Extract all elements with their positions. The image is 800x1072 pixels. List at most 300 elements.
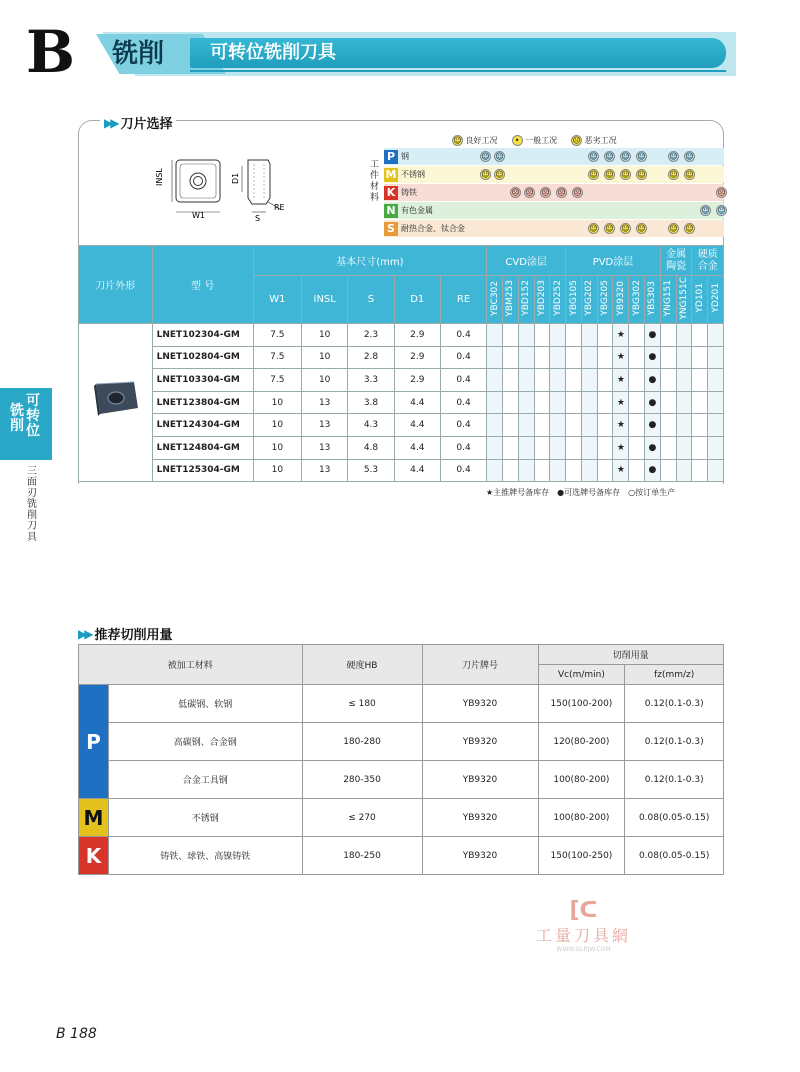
- grade-cell: [534, 324, 550, 347]
- condition-face-icon: ☺: [621, 170, 630, 179]
- th-pvd: PVD涂层: [566, 246, 661, 276]
- vc-cell: 150(100-250): [538, 837, 625, 875]
- material-group-M: M: [79, 799, 109, 837]
- grade-cell: ★: [613, 346, 629, 369]
- spec-row: [79, 459, 724, 482]
- material-group-P: P: [79, 685, 109, 799]
- th-model: 型 号: [152, 246, 253, 324]
- grade-cell: [566, 369, 582, 392]
- condition-face-icon: ☺: [669, 152, 678, 161]
- material-row-K: [384, 184, 724, 201]
- grade-cell: [550, 414, 566, 437]
- label-w1: W1: [192, 211, 205, 220]
- hardness-cell: ≤ 270: [302, 799, 422, 837]
- grade-cell: YB9320: [422, 685, 538, 723]
- watermark-logo-icon: [ᑕ: [569, 898, 598, 923]
- frown-face-icon: ☹: [572, 136, 581, 145]
- grade-label: YNG151C: [678, 276, 689, 320]
- material-cell: 高碳钢、合金钢: [109, 723, 303, 761]
- material-cell: 合金工具钢: [109, 761, 303, 799]
- insert-photo: [88, 378, 140, 418]
- dim-cell: 4.4: [394, 459, 440, 482]
- dim-cell: 0.4: [440, 459, 486, 482]
- vc-cell: 150(100-200): [538, 685, 625, 723]
- dim-cell: 7.5: [253, 324, 301, 347]
- grade-cell: [566, 459, 582, 482]
- dim-cell: 10: [302, 324, 348, 347]
- material-cell: 低碳钢、软钢: [109, 685, 303, 723]
- grade-cell: ★: [613, 436, 629, 459]
- grade-label: YD101: [694, 283, 705, 313]
- smile-face-icon: ☺: [453, 136, 462, 145]
- grade-cell: ★: [613, 459, 629, 482]
- grade-cell: ●: [645, 324, 661, 347]
- condition-face-icon: ☺: [495, 170, 504, 179]
- double-arrow-icon: ▶▶: [78, 626, 91, 641]
- model-cell: LNET103304-GM: [152, 369, 253, 392]
- grade-cell: [534, 436, 550, 459]
- grade-cell: [487, 459, 503, 482]
- cutting-table: [78, 644, 724, 875]
- condition-face-icon: ☺: [589, 152, 598, 161]
- fz-cell: 0.08(0.05-0.15): [625, 837, 724, 875]
- double-arrow-icon: ▶▶: [104, 115, 117, 130]
- legend-normal: [512, 135, 558, 146]
- th-grade-YD201: [708, 276, 724, 324]
- grade-cell: [550, 391, 566, 414]
- model-cell: LNET125304-GM: [152, 459, 253, 482]
- condition-face-icon: ☺: [637, 152, 646, 161]
- condition-face-icon: ☺: [589, 170, 598, 179]
- grade-cell: [692, 324, 708, 347]
- cutting-row: [79, 723, 724, 761]
- spec-row: [79, 369, 724, 392]
- fz-cell: 0.08(0.05-0.15): [625, 799, 724, 837]
- th-dims: 基本尺寸(mm): [253, 246, 487, 276]
- condition-face-icon: ☺: [481, 170, 490, 179]
- dim-cell: 2.3: [348, 324, 394, 347]
- grade-label: YBG302: [631, 280, 642, 316]
- grade-cell: [503, 414, 519, 437]
- grade-cell: [550, 346, 566, 369]
- grade-cell: [581, 346, 597, 369]
- dim-cell: 10: [253, 391, 301, 414]
- th-grade-YBC302: [487, 276, 503, 324]
- legend-good: [452, 135, 498, 146]
- grade-cell: [581, 324, 597, 347]
- grade-cell: ●: [645, 346, 661, 369]
- grade-cell: ★: [613, 391, 629, 414]
- spec-row: [79, 346, 724, 369]
- grade-cell: ●: [645, 459, 661, 482]
- legend-bad-label: 恶劣工况: [584, 136, 617, 145]
- watermark: [536, 898, 631, 953]
- spec-footnote: ★主推牌号备库存 ●可选牌号备库存 ○按订单生产: [486, 488, 676, 497]
- grade-cell: YB9320: [422, 799, 538, 837]
- grade-label: YNG151: [663, 279, 674, 317]
- legend-normal-label: 一般工况: [525, 136, 558, 145]
- condition-face-icon: ☺: [605, 170, 614, 179]
- condition-face-icon: ☺: [701, 206, 710, 215]
- model-cell: LNET124804-GM: [152, 436, 253, 459]
- th-shape: 刀片外形: [79, 246, 153, 324]
- material-name: 耐热合金、钛合金: [401, 224, 465, 233]
- material-name: 不锈钢: [401, 170, 425, 179]
- grade-cell: [503, 346, 519, 369]
- material-name: 铸铁: [401, 188, 417, 197]
- grade-cell: [566, 391, 582, 414]
- grade-cell: [503, 324, 519, 347]
- grade-label: YD201: [710, 283, 721, 313]
- grade-cell: [597, 459, 613, 482]
- th-grade-YBS303: [645, 276, 661, 324]
- condition-face-icon: ☺: [637, 224, 646, 233]
- grade-cell: [708, 369, 724, 392]
- dim-cell: 10: [302, 369, 348, 392]
- grade-label: YBM253: [505, 279, 516, 317]
- condition-face-icon: ☹: [573, 188, 582, 197]
- grade-cell: [660, 369, 676, 392]
- grade-label: YB9320: [615, 280, 626, 316]
- sidebar-tab[interactable]: [0, 388, 52, 460]
- condition-face-icon: ☹: [525, 188, 534, 197]
- cutting-row: [79, 837, 724, 875]
- th-fz: fz(mm/z): [625, 665, 724, 685]
- label-d1: D1: [231, 172, 240, 184]
- grade-cell: [597, 414, 613, 437]
- condition-face-icon: ☺: [717, 206, 726, 215]
- grade-cell: [566, 346, 582, 369]
- spec-row: [79, 436, 724, 459]
- grade-cell: [692, 414, 708, 437]
- grade-cell: [503, 391, 519, 414]
- dim-cell: 4.3: [348, 414, 394, 437]
- th-grade-YB9320: [613, 276, 629, 324]
- th-cermet-text: 金属陶瓷: [666, 248, 687, 272]
- grade-cell: [581, 459, 597, 482]
- dim-cell: 13: [302, 436, 348, 459]
- dim-cell: 7.5: [253, 346, 301, 369]
- grade-cell: [597, 369, 613, 392]
- grade-cell: [534, 459, 550, 482]
- grade-cell: [518, 346, 534, 369]
- grade-cell: [503, 436, 519, 459]
- legend-bad: [571, 135, 617, 146]
- grade-cell: ●: [645, 391, 661, 414]
- condition-face-icon: ☺: [589, 224, 598, 233]
- th-grade-YBG205: [597, 276, 613, 324]
- grade-cell: [597, 324, 613, 347]
- dim-cell: 13: [302, 391, 348, 414]
- th-grade-YBD203: [534, 276, 550, 324]
- condition-face-icon: ☺: [685, 152, 694, 161]
- watermark-logo: 工量刀具網: [536, 926, 632, 945]
- material-name: 有色金属: [401, 206, 433, 215]
- grade-cell: [518, 369, 534, 392]
- th-hardness: 硬度HB: [302, 645, 422, 685]
- grade-cell: [550, 436, 566, 459]
- vc-cell: 120(80-200): [538, 723, 625, 761]
- th-grade: 刀片牌号: [422, 645, 538, 685]
- grade-cell: [566, 436, 582, 459]
- grade-cell: [534, 391, 550, 414]
- grade-cell: [581, 391, 597, 414]
- condition-face-icon: ☺: [621, 224, 630, 233]
- grade-cell: [487, 391, 503, 414]
- model-cell: LNET124304-GM: [152, 414, 253, 437]
- th-carbide-text: 硬质合金: [697, 248, 718, 272]
- title-underline: [190, 70, 726, 72]
- label-insl: INSL: [155, 168, 164, 186]
- spec-row: [79, 414, 724, 437]
- grade-cell: [629, 346, 645, 369]
- material-cell: 不锈钢: [109, 799, 303, 837]
- insert-section-title-text: 刀片选择: [120, 117, 173, 132]
- vc-cell: 100(80-200): [538, 799, 625, 837]
- th-grade-YNG151: [660, 276, 676, 324]
- grade-cell: [692, 436, 708, 459]
- dim-cell: 4.4: [394, 436, 440, 459]
- grade-label: YBG205: [600, 280, 611, 316]
- condition-face-icon: ☺: [685, 170, 694, 179]
- grade-cell: [676, 391, 692, 414]
- condition-face-icon: ☺: [605, 152, 614, 161]
- condition-face-icon: ☺: [637, 170, 646, 179]
- th-cermet: [660, 246, 692, 276]
- grade-cell: [518, 414, 534, 437]
- grade-cell: [581, 436, 597, 459]
- grade-cell: [708, 436, 724, 459]
- th-grade-YBG302: [629, 276, 645, 324]
- grade-cell: [660, 346, 676, 369]
- grade-label: YBC302: [489, 280, 500, 316]
- material-group-K: K: [79, 837, 109, 875]
- grade-cell: [550, 369, 566, 392]
- grade-cell: [676, 324, 692, 347]
- grade-label: YBG105: [568, 280, 579, 316]
- grade-cell: [581, 369, 597, 392]
- insert-spec-table: [78, 245, 724, 482]
- condition-face-icon: ☺: [669, 170, 678, 179]
- dim-cell: 4.8: [348, 436, 394, 459]
- grade-cell: [534, 414, 550, 437]
- spec-row: [79, 324, 724, 347]
- hardness-cell: ≤ 180: [302, 685, 422, 723]
- dim-cell: 10: [253, 414, 301, 437]
- condition-face-icon: ☺: [669, 224, 678, 233]
- fz-cell: 0.12(0.1-0.3): [625, 723, 724, 761]
- condition-face-icon: ☹: [557, 188, 566, 197]
- cutting-section-title-text: 推荐切削用量: [94, 628, 173, 643]
- condition-face-icon: ☺: [621, 152, 630, 161]
- grade-cell: [692, 459, 708, 482]
- grade-cell: [487, 436, 503, 459]
- dim-cell: 0.4: [440, 436, 486, 459]
- page-title: 可转位铣削刀具: [210, 42, 336, 63]
- grade-cell: [676, 369, 692, 392]
- grade-cell: [518, 391, 534, 414]
- grade-label: YBD203: [536, 280, 547, 316]
- grade-cell: [518, 459, 534, 482]
- model-cell: LNET102804-GM: [152, 346, 253, 369]
- th-grade-YBM253: [503, 276, 519, 324]
- th-dim-d1: D1: [394, 276, 440, 324]
- grade-cell: [518, 436, 534, 459]
- th-dim-re: RE: [440, 276, 486, 324]
- hardness-cell: 180-250: [302, 837, 422, 875]
- grade-cell: [597, 436, 613, 459]
- grade-cell: [487, 414, 503, 437]
- cutting-row: [79, 685, 724, 723]
- dim-cell: 0.4: [440, 369, 486, 392]
- material-letter: S: [384, 222, 398, 236]
- grade-cell: ★: [613, 414, 629, 437]
- material-letter: P: [384, 150, 398, 164]
- grade-cell: [660, 391, 676, 414]
- watermark-url: WWW.GLRJW.COM: [556, 946, 611, 953]
- grade-cell: [660, 324, 676, 347]
- dim-cell: 13: [302, 459, 348, 482]
- grade-cell: ★: [613, 369, 629, 392]
- grade-label: YBD252: [552, 280, 563, 316]
- dim-cell: 4.4: [394, 391, 440, 414]
- grade-cell: [550, 459, 566, 482]
- th-dim-insl: INSL: [302, 276, 348, 324]
- th-grade-YBG105: [566, 276, 582, 324]
- material-letter: N: [384, 204, 398, 218]
- grade-cell: [676, 414, 692, 437]
- dim-cell: 10: [302, 346, 348, 369]
- grade-cell: YB9320: [422, 761, 538, 799]
- grade-cell: [692, 346, 708, 369]
- label-re: RE: [274, 203, 285, 212]
- grade-cell: [566, 324, 582, 347]
- grade-cell: [597, 346, 613, 369]
- grade-cell: [534, 369, 550, 392]
- th-vc: Vc(m/min): [538, 665, 625, 685]
- grade-cell: YB9320: [422, 837, 538, 875]
- grade-cell: [629, 459, 645, 482]
- sidebar-tab-line2: 铣削: [10, 403, 24, 434]
- dim-cell: 2.9: [394, 346, 440, 369]
- dim-cell: 0.4: [440, 414, 486, 437]
- label-s: S: [255, 214, 261, 223]
- grade-cell: [676, 346, 692, 369]
- dim-cell: 10: [253, 436, 301, 459]
- insert-section-title: [100, 113, 176, 132]
- material-letter: K: [384, 186, 398, 200]
- cutting-section-title: [78, 624, 172, 643]
- dim-cell: 2.9: [394, 324, 440, 347]
- grade-cell: ●: [645, 414, 661, 437]
- material-row-M: [384, 166, 724, 183]
- dim-cell: 3.3: [348, 369, 394, 392]
- material-name: 钢: [401, 152, 409, 161]
- fz-cell: 0.12(0.1-0.3): [625, 685, 724, 723]
- dim-cell: 0.4: [440, 391, 486, 414]
- grade-cell: [708, 391, 724, 414]
- th-grade-YBD252: [550, 276, 566, 324]
- grade-cell: [708, 414, 724, 437]
- condition-face-icon: ☺: [605, 224, 614, 233]
- grade-label: YBG202: [584, 280, 595, 316]
- page-number: B 188: [56, 1026, 97, 1042]
- dim-cell: 3.8: [348, 391, 394, 414]
- hardness-cell: 280-350: [302, 761, 422, 799]
- grade-cell: ★: [613, 324, 629, 347]
- material-row-P: [384, 148, 724, 165]
- material-row-S: [384, 220, 724, 237]
- grade-cell: [487, 369, 503, 392]
- model-cell: LNET102304-GM: [152, 324, 253, 347]
- grade-cell: [660, 459, 676, 482]
- vc-cell: 100(80-200): [538, 761, 625, 799]
- dim-cell: 2.8: [348, 346, 394, 369]
- grade-cell: [629, 369, 645, 392]
- condition-face-icon: ☺: [495, 152, 504, 161]
- th-grade-YBG202: [581, 276, 597, 324]
- dim-cell: 4.4: [394, 414, 440, 437]
- cutting-row: [79, 799, 724, 837]
- grade-cell: [566, 414, 582, 437]
- grade-cell: [708, 346, 724, 369]
- grade-label: YBD152: [521, 280, 532, 316]
- condition-face-icon: ☹: [511, 188, 520, 197]
- cutting-row: [79, 761, 724, 799]
- grade-cell: [597, 391, 613, 414]
- dim-cell: 2.9: [394, 369, 440, 392]
- th-carbide: [692, 246, 724, 276]
- dim-cell: 5.3: [348, 459, 394, 482]
- grade-cell: [581, 414, 597, 437]
- th-grade-YBD152: [518, 276, 534, 324]
- dim-cell: 0.4: [440, 346, 486, 369]
- condition-face-icon: ☹: [541, 188, 550, 197]
- grade-cell: [660, 414, 676, 437]
- grade-cell: [629, 324, 645, 347]
- material-letter: M: [385, 167, 397, 181]
- condition-face-icon: ☺: [481, 152, 490, 161]
- grade-cell: [503, 459, 519, 482]
- th-cvd: CVD涂层: [487, 246, 566, 276]
- legend-good-label: 良好工况: [465, 136, 498, 145]
- grade-cell: [660, 436, 676, 459]
- hardness-cell: 180-280: [302, 723, 422, 761]
- insert-drawing: [150, 152, 300, 224]
- grade-cell: [487, 346, 503, 369]
- grade-label: YBS303: [647, 280, 658, 316]
- th-grade-YNG151C: [676, 276, 692, 324]
- sidebar-vertical-text: 三面刃铣削刀具: [27, 466, 37, 543]
- neutral-face-icon: •: [512, 135, 523, 146]
- grade-cell: [518, 324, 534, 347]
- condition-face-icon: ☹: [717, 188, 726, 197]
- chapter-letter: B: [26, 18, 76, 86]
- fz-cell: 0.12(0.1-0.3): [625, 761, 724, 799]
- grade-cell: [629, 414, 645, 437]
- grade-cell: [487, 324, 503, 347]
- material-axis-label: 工件材料: [370, 160, 380, 203]
- model-cell: LNET123804-GM: [152, 391, 253, 414]
- material-cell: 铸铁、球铁、高镍铸铁: [109, 837, 303, 875]
- th-dim-s: S: [348, 276, 394, 324]
- grade-cell: [708, 459, 724, 482]
- condition-face-icon: ☺: [685, 224, 694, 233]
- grade-cell: [708, 324, 724, 347]
- section-title: 铣削: [112, 39, 165, 69]
- dim-cell: 10: [253, 459, 301, 482]
- grade-cell: [692, 391, 708, 414]
